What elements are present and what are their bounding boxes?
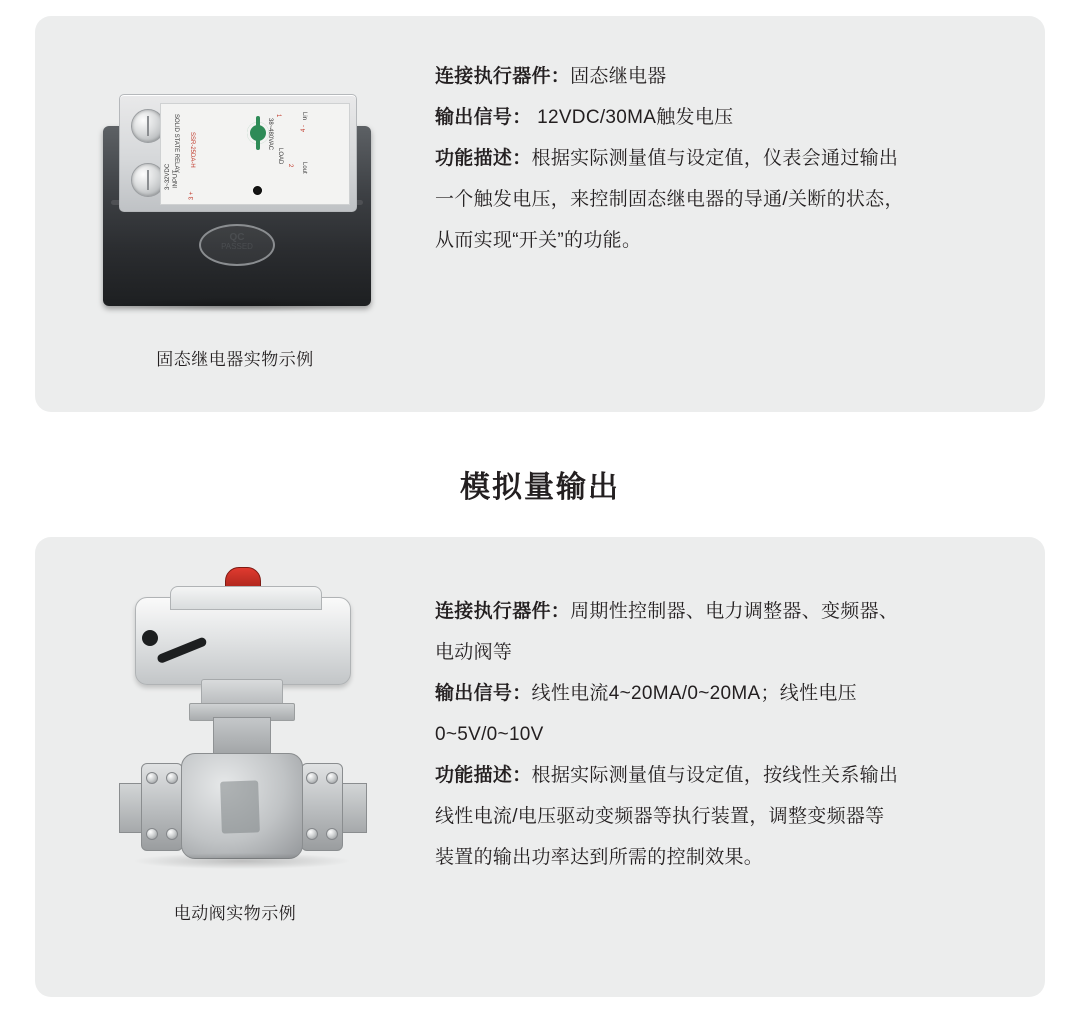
relay-section-card [35,16,1045,412]
valve-flange-bolt [326,772,338,784]
analog-output-section-title: 模拟量输出 [460,471,620,504]
valve-drop-shadow [135,853,349,869]
spec-line [435,138,1015,179]
relay-terminal-1: 1 [275,114,281,118]
spec-value: 线性电流/电压驱动变频器等执行装置，调整变频器等 [435,806,885,827]
valve-flange-bolt [306,772,318,784]
spec-value: 固态继电器 [570,66,667,87]
relay-brand-text: SOLID STATE RELAY [173,114,179,174]
valve-actuator-cap [170,586,322,610]
relay-spec-text-column [435,16,1045,261]
spec-value: 根据实际测量值与设定值，仪表会通过输出 [531,148,899,169]
valve-flange-bolt [306,828,318,840]
relay-nameplate [160,103,350,205]
valve-flange-right [301,763,343,851]
spec-label: 功能描述： [435,765,532,786]
spec-label: 功能描述： [435,148,532,169]
spec-line [435,591,1015,632]
spec-line [435,755,1015,796]
electric-ball-valve-illustration [117,567,367,917]
relay-led-indicator-icon [253,186,262,195]
spec-label: 输出信号： [435,107,532,128]
relay-terminal-2: 2 [287,164,293,168]
relay-lin-label: Lin [301,112,307,121]
valve-flange-bolt [166,828,178,840]
relay-terminal-4: 4 - [301,124,307,132]
relay-model-text: SSR-25DA-H [189,132,195,168]
valve-flange-bolt [326,828,338,840]
relay-image-caption: 固态继电器实物示例 [156,350,314,369]
valve-lever-knob [142,630,158,646]
spec-line [435,673,1015,714]
spec-value: 周期性控制器、电力调整器、变频器、 [570,601,899,622]
relay-load-label: LOAD [277,148,283,165]
relay-lout-label: Lout [301,162,307,174]
valve-manual-lever [156,636,208,664]
relay-load-range: 38~480VAC [267,118,273,151]
valve-pipe-right [339,783,367,833]
spec-line [435,56,1015,97]
valve-flange-bolt [146,828,158,840]
spec-line [435,837,1015,878]
valve-section-card [35,537,1045,997]
relay-cover [119,94,357,212]
valve-image-column [35,537,435,997]
spec-value: 根据实际测量值与设定值，按线性关系输出 [531,765,899,786]
spec-label: 连接执行器件： [435,601,571,622]
spec-value: 电动阀等 [435,642,513,663]
spec-value: 一个触发电压，来控制固态继电器的导通/关断的状态， [435,189,904,210]
spec-line [435,97,1015,138]
spec-value: 0~5V/0~10V [435,724,544,745]
relay-drop-shadow [113,298,361,312]
relay-brand-logo-icon [247,122,269,144]
spec-value: 从而实现“开关”的功能。 [435,230,642,251]
relay-qc-text: QC [229,232,245,243]
spec-label: 连接执行器件： [435,66,571,87]
valve-flange-left [141,763,183,851]
valve-image-caption: 电动阀实物示例 [173,904,297,923]
valve-electric-actuator [135,597,351,685]
relay-qc-subtext: PASSED [221,242,253,251]
relay-qc-stamp [199,224,275,266]
valve-nameplate-tag [220,780,260,833]
solid-state-relay-illustration [103,92,371,307]
valve-flange-bolt [146,772,158,784]
spec-line [435,796,1015,837]
relay-input-label: INPUT [173,170,179,188]
relay-terminal-3: 3 + [189,191,195,200]
spec-label: 输出信号： [435,683,532,704]
spec-line [435,220,1015,261]
spec-value: 装置的输出功率达到所需的控制效果。 [435,847,764,868]
relay-input-range: 3~32VDC [165,163,171,190]
spec-line [435,714,1015,755]
valve-spec-text-column [435,537,1045,878]
spec-value: 12VDC/30MA触发电压 [531,107,734,128]
valve-flange-bolt [166,772,178,784]
spec-line [435,179,1015,220]
relay-image-column [35,16,435,412]
spec-line [435,632,1015,673]
spec-value: 线性电流4~20MA/0~20MA；线性电压 [531,683,857,704]
